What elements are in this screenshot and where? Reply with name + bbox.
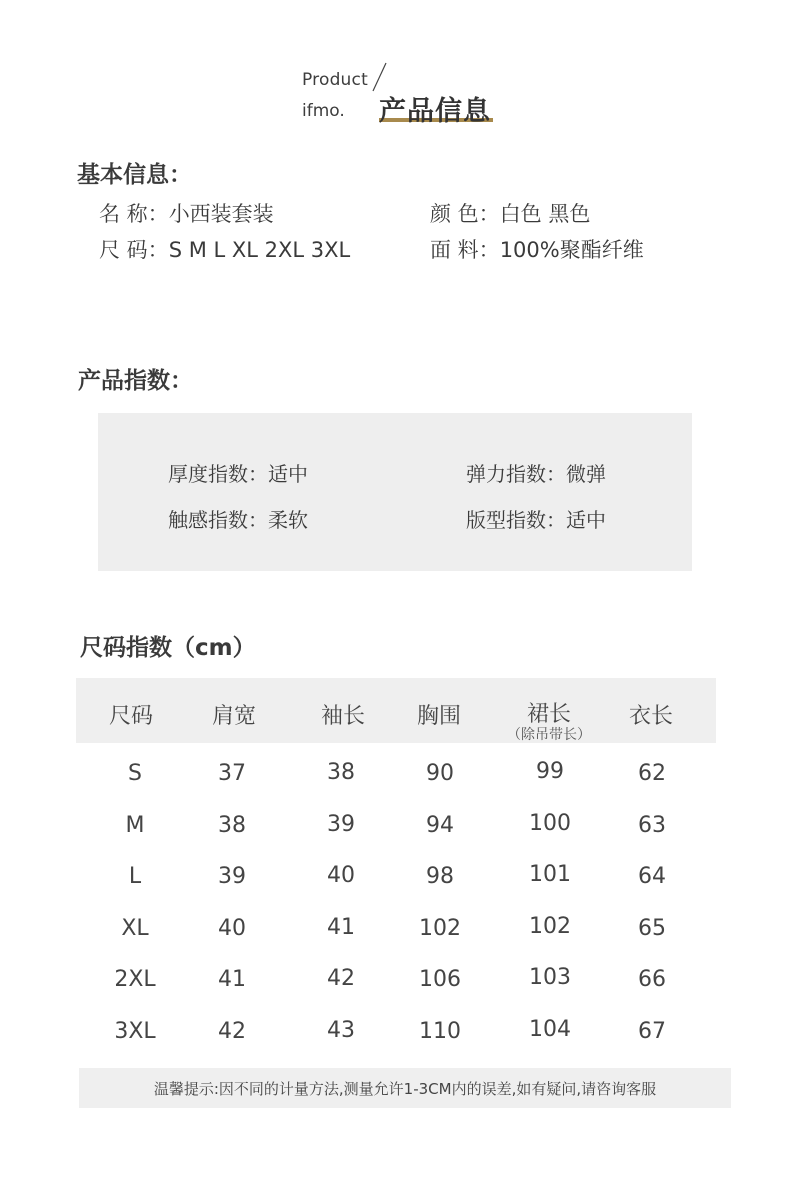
page-title: 产品信息 — [379, 96, 491, 127]
index-touch-value: 柔软 — [268, 508, 308, 532]
size-table-title: 尺码指数（cm） — [80, 635, 256, 661]
index-fit-value: 适中 — [566, 508, 606, 532]
header-skirt: 裙长 — [526, 702, 571, 727]
table-cell: 101 — [529, 862, 571, 887]
index-touch — [168, 504, 308, 533]
table-cell: 41 — [218, 967, 246, 992]
info-size-label: 尺 码： — [99, 238, 169, 262]
product-index-box — [98, 413, 692, 571]
table-cell: L — [128, 864, 142, 889]
index-touch-label: 触感指数： — [168, 508, 268, 532]
index-elasticity-value: 微弹 — [566, 462, 606, 486]
info-name-row — [99, 198, 274, 228]
header-skirt-note: （除吊带长） — [507, 727, 591, 743]
info-color-label: 颜 色： — [430, 202, 500, 226]
table-cell: 66 — [638, 967, 666, 992]
table-cell: 64 — [638, 864, 666, 889]
basic-info-title: 基本信息： — [77, 162, 192, 188]
table-cell: 110 — [419, 1019, 461, 1044]
table-cell: 2XL — [114, 967, 156, 992]
info-fabric-value: 100%聚酯纤维 — [499, 238, 644, 262]
note-text: 温馨提示:因不同的计量方法,测量允许1-3CM内的误差,如有疑问,请咨询客服 — [153, 1080, 657, 1098]
table-cell: 94 — [426, 813, 454, 838]
product-index-title: 产品指数： — [78, 368, 193, 394]
table-cell: 38 — [218, 813, 246, 838]
table-cell: 42 — [218, 1019, 246, 1044]
table-cell: 102 — [529, 914, 571, 939]
info-fabric-row — [430, 234, 644, 264]
table-cell: 37 — [218, 761, 246, 786]
table-cell: 102 — [419, 916, 461, 941]
table-cell: 65 — [638, 916, 666, 941]
index-thickness-value: 适中 — [268, 462, 308, 486]
index-elasticity — [466, 458, 606, 487]
table-cell: S — [128, 761, 142, 786]
info-name-value: 小西装套装 — [168, 202, 274, 226]
table-cell: 38 — [327, 760, 355, 785]
header-en-line2: ifmo. — [302, 101, 345, 121]
table-cell: 40 — [218, 916, 246, 941]
table-cell: 99 — [536, 759, 564, 784]
info-size-value: S M L XL 2XL 3XL — [168, 238, 351, 262]
table-cell: M — [125, 813, 145, 838]
table-cell: 43 — [327, 1018, 355, 1043]
header-sleeve: 袖长 — [320, 704, 365, 729]
info-name-label: 名 称： — [99, 202, 169, 226]
info-color-value: 白色 黑色 — [499, 202, 591, 226]
table-cell: 104 — [529, 1017, 571, 1042]
info-fabric-label: 面 料： — [430, 238, 500, 262]
table-cell: 98 — [426, 864, 454, 889]
header-length: 衣长 — [628, 704, 673, 729]
header-bust: 胸围 — [416, 704, 461, 729]
index-fit — [466, 504, 606, 533]
index-fit-label: 版型指数： — [466, 508, 566, 532]
header-en-line1: Product — [302, 70, 368, 90]
table-cell: 39 — [218, 864, 246, 889]
index-thickness — [168, 458, 308, 487]
table-cell: 62 — [638, 761, 666, 786]
table-cell: 63 — [638, 813, 666, 838]
slash-decoration-icon — [370, 62, 388, 92]
table-cell: 3XL — [114, 1019, 156, 1044]
table-cell: XL — [121, 916, 149, 941]
index-thickness-label: 厚度指数： — [168, 462, 268, 486]
table-cell: 103 — [529, 965, 571, 990]
table-cell: 42 — [327, 966, 355, 991]
table-cell: 67 — [638, 1019, 666, 1044]
table-cell: 90 — [426, 761, 454, 786]
table-cell: 41 — [327, 915, 355, 940]
header-size: 尺码 — [108, 704, 153, 729]
table-cell: 100 — [529, 811, 571, 836]
info-color-row — [430, 198, 590, 228]
table-cell: 40 — [327, 863, 355, 888]
header-shoulder: 肩宽 — [211, 704, 256, 729]
table-cell: 106 — [419, 967, 461, 992]
info-size-row — [99, 234, 350, 264]
index-elasticity-label: 弹力指数： — [466, 462, 566, 486]
table-cell: 39 — [327, 812, 355, 837]
